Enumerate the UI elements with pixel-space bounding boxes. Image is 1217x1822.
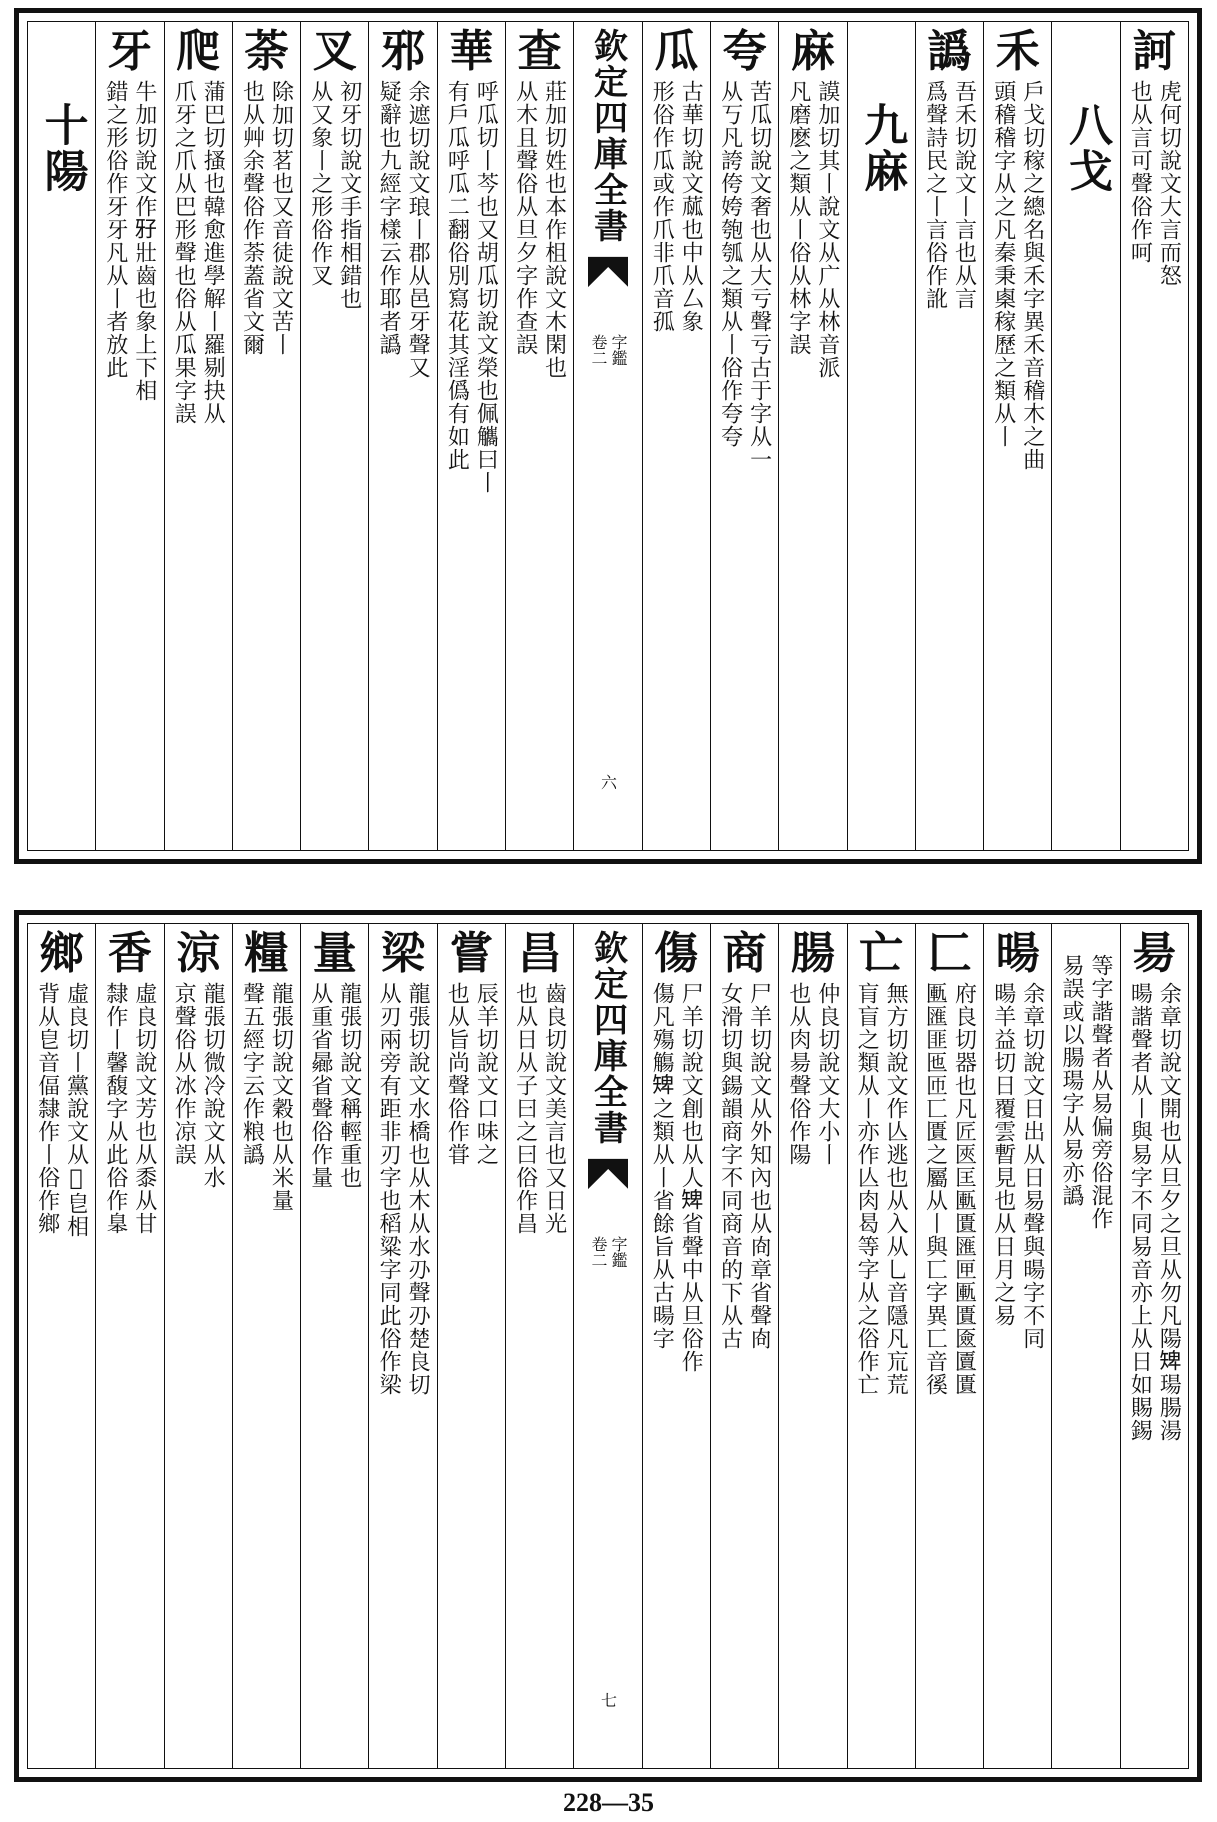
annotation-line: 也从言可聲俗作呵: [1127, 80, 1153, 264]
entry-annotation: [513, 982, 567, 1235]
entry-annotation: [171, 80, 225, 425]
annotation-line: 龍張切微冷說文从水: [200, 982, 226, 1189]
dictionary-entry: [505, 22, 573, 850]
page-number: 228—35: [563, 1788, 654, 1817]
entry-annotation: [308, 982, 362, 1189]
entry-head-character: 傷: [654, 928, 699, 979]
annotation-line: 等字諧聲者从易偏旁俗混作: [1088, 954, 1114, 1230]
entry-head-character: 亡: [859, 928, 904, 979]
entry-head-character: 麻: [790, 26, 835, 77]
dictionary-entry: [437, 924, 505, 1768]
entry-annotation: [513, 80, 567, 379]
entry-head-character: 嘗: [449, 928, 494, 979]
volume-label: [589, 334, 627, 366]
entry-annotation: [786, 982, 840, 1166]
annotation-line: 爲聲詩民之丨言俗作訛: [922, 80, 948, 310]
dictionary-entry: [642, 924, 710, 1768]
annotation-line: 府良切器也凡匠匧匡匭匱匯匣匭匱匳匵匱: [951, 982, 977, 1396]
annotation-line: 謨加切其丨說文从广从林音派: [814, 80, 840, 379]
dictionary-entry: [1051, 924, 1119, 1768]
entry-annotation: [35, 982, 89, 1238]
entry-head-character: 昜: [1132, 928, 1177, 979]
dictionary-entry: [983, 924, 1051, 1768]
dictionary-entry: [95, 22, 163, 850]
annotation-line: 牛加切說文作𤘅壯齒也象上下相: [131, 80, 157, 402]
annotation-line: 疑辭也九經字樣云作耶者譌: [376, 80, 402, 356]
entry-head-character: 禾: [995, 26, 1040, 77]
rhyme-section-column: [1051, 22, 1119, 850]
entry-annotation: [991, 982, 1045, 1350]
dictionary-entry: [710, 22, 778, 850]
annotation-line: 聲五經字云作粮譌: [239, 982, 265, 1166]
entry-annotation: [649, 80, 703, 333]
annotation-line: 莊加切姓也本作柤說文木閑也: [541, 80, 567, 379]
fishtail-mark-icon: [588, 250, 628, 294]
dictionary-entry: [95, 924, 163, 1768]
annotation-line: 京聲俗从冰作凉誤: [171, 982, 197, 1166]
center-fold-column: [573, 22, 641, 850]
entry-head-character: 瓜: [654, 26, 699, 77]
dictionary-entry: [232, 924, 300, 1768]
annotation-line: 爪牙之爪从巴形聲也俗从瓜果字誤: [171, 80, 197, 425]
fishtail-mark-icon: [588, 1152, 628, 1196]
entry-annotation: [239, 80, 293, 356]
entry-head-character: 叉: [312, 26, 357, 77]
entry-head-character: 鄉: [39, 928, 84, 979]
upper-page-columns: [27, 21, 1189, 851]
annotation-line: 龍張切說文穀也从米量: [268, 982, 294, 1212]
annotation-line: 匭匯匪匜匝匸匱之屬从丨與匸字異匸音徯: [922, 982, 948, 1396]
entry-head-character: 查: [517, 26, 562, 77]
entry-annotation: [922, 982, 976, 1396]
dictionary-entry: [28, 924, 95, 1768]
annotation-line: 錯之形俗作牙牙凡从丨者放此: [102, 80, 128, 379]
entry-head-character: 爬: [176, 26, 221, 77]
annotation-line: 背从皀音偪隸作丨俗作鄉: [34, 982, 60, 1235]
entry-head-character: 暘: [995, 928, 1040, 979]
annotation-line: 形俗作瓜或作爪非爪音孤: [649, 80, 675, 333]
volume-label-part: 卷二: [588, 334, 608, 366]
volume-label-part: 卷二: [588, 1236, 608, 1268]
entry-head-character: 涼: [176, 928, 221, 979]
lower-page: [14, 910, 1202, 1782]
annotation-line: 也从艸余聲俗作荼蓋省文爾: [239, 80, 265, 356]
entry-annotation: [376, 80, 430, 379]
annotation-line: 仲良切說文大小丨: [814, 982, 840, 1166]
annotation-line: 从丂凡誇侉姱匏瓠之類从丨俗作夸夸: [717, 80, 743, 448]
entry-head-character: 商: [722, 928, 767, 979]
dictionary-entry: [368, 924, 436, 1768]
rhyme-section-heading: 十陽: [36, 102, 88, 194]
rhyme-section-heading: 九麻: [856, 102, 908, 194]
annotation-line: 苦瓜切說文奢也从大亏聲亏古于字从一: [746, 80, 772, 471]
entry-annotation: [103, 982, 157, 1235]
entry-head-character: 量: [312, 928, 357, 979]
annotation-line: 除加切茗也又音徒說文苦丨: [268, 80, 294, 356]
annotation-line: 隸作丨馨馥字从此俗作𦤎: [102, 982, 128, 1235]
entry-head-character: 昌: [517, 928, 562, 979]
entry-head-character: 腸: [790, 928, 835, 979]
entry-head-character: 匚: [927, 928, 972, 979]
annotation-line: 从刃兩旁有距非刃字也稻粱字同此俗作梁: [376, 982, 402, 1396]
entry-head-character: 邪: [381, 26, 426, 77]
annotation-line: 余章切說文開也从旦夕之旦从勿凡陽𥏠瑒腸湯: [1156, 982, 1182, 1442]
dictionary-entry: [164, 924, 232, 1768]
annotation-line: 齒良切說文美言也又日光: [541, 982, 567, 1235]
annotation-line: 从又象丨之形俗作叉: [307, 80, 333, 287]
annotation-line: 从重省曏省聲俗作量: [307, 982, 333, 1189]
annotation-line: 凡磨麽之類从丨俗从林字誤: [785, 80, 811, 356]
volume-label-part: 字鑑: [608, 334, 628, 366]
entry-annotation: [1127, 80, 1181, 287]
entry-annotation: [718, 80, 772, 471]
entry-head-character: 梁: [381, 928, 426, 979]
entry-annotation: [171, 982, 225, 1189]
entry-annotation: [786, 80, 840, 379]
entry-head-character: 夸: [722, 26, 767, 77]
annotation-line: 也从旨尚聲俗作甞: [444, 982, 470, 1166]
annotation-line: 蒲巴切搔也韓愈進學解丨羅剔抉从: [200, 80, 226, 425]
annotation-line: 尸羊切說文从外知內也从㕯章省聲㕯: [746, 982, 772, 1350]
rhyme-section-column: [847, 22, 915, 850]
annotation-line: 女滑切與鍚韻商字不同商音的下从古: [717, 982, 743, 1350]
annotation-line: 暘諧聲者从丨與易字不同易音亦上从日如賜錫: [1127, 982, 1153, 1442]
annotation-line: 从木且聲俗从旦夕字作查誤: [512, 80, 538, 356]
entry-annotation: [239, 982, 293, 1212]
rhyme-section-heading: 八戈: [1061, 102, 1113, 194]
annotation-line: 吾禾切說文丨言也从言: [951, 80, 977, 310]
annotation-line: 古華切說文蓏也中从厶象: [678, 80, 704, 333]
volume-label-part: 字鑑: [608, 1236, 628, 1268]
dictionary-entry: [915, 22, 983, 850]
collection-title: 欽定四庫全書: [587, 28, 628, 244]
entry-head-character: 譌: [927, 26, 972, 77]
entry-annotation: [991, 80, 1045, 471]
entry-annotation: [376, 982, 430, 1396]
annotation-line: 有戶瓜呼瓜二翻俗別寫花其淫僞有如此: [444, 80, 470, 471]
dictionary-entry: [1120, 22, 1188, 850]
dictionary-entry: [778, 22, 846, 850]
dictionary-entry: [710, 924, 778, 1768]
dictionary-entry: [1120, 924, 1188, 1768]
annotation-line: 也从日从子曰之曰俗作昌: [512, 982, 538, 1235]
center-fold-column: [573, 924, 641, 1768]
entry-head-character: 訶: [1132, 26, 1177, 77]
dictionary-entry: [847, 924, 915, 1768]
annotation-line: 戶戈切稼之總名與禾字異禾音稽木之曲: [1019, 80, 1045, 471]
annotation-line: 龍張切說文水橋也从木从水刅聲刅楚良切: [405, 982, 431, 1396]
entry-head-character: 華: [449, 26, 494, 77]
dictionary-entry: [983, 22, 1051, 850]
entry-annotation: [718, 982, 772, 1350]
entry-annotation: [1059, 954, 1113, 1230]
dictionary-entry: [915, 924, 983, 1768]
annotation-line: 辰羊切說文口味之: [473, 982, 499, 1166]
annotation-line: 初牙切說文手指相錯也: [336, 80, 362, 310]
dictionary-entry: [505, 924, 573, 1768]
lower-page-columns: [27, 923, 1189, 1769]
dictionary-entry: [368, 22, 436, 850]
annotation-line: 無方切說文作亾逃也从入从乚音隱凡巟荒: [883, 982, 909, 1396]
annotation-line: 龍張切說文稱輕重也: [336, 982, 362, 1189]
annotation-line: 余章切說文日出从日易聲與暘字不同: [1019, 982, 1045, 1350]
upper-page: [14, 8, 1202, 864]
dictionary-entry: [300, 924, 368, 1768]
volume-label: [589, 1236, 627, 1268]
annotation-line: 虎何切說文大言而怒: [1156, 80, 1182, 287]
leaf-number: 七: [598, 1692, 618, 1708]
annotation-line: 也从肉昜聲俗作陽: [785, 982, 811, 1166]
entry-head-character: 荼: [244, 26, 289, 77]
annotation-line: 呼瓜切丨芩也又胡瓜切說文榮也佩觿曰丨: [473, 80, 499, 494]
entry-annotation: [854, 982, 908, 1396]
rhyme-section-column: [28, 22, 95, 850]
dictionary-entry: [778, 924, 846, 1768]
entry-head-character: 牙: [107, 26, 152, 77]
leaf-number: 六: [598, 774, 618, 790]
annotation-line: 余遮切說文琅丨郡从邑牙聲又: [405, 80, 431, 379]
annotation-line: 暘羊益切日覆雲暫見也从日月之易: [990, 982, 1016, 1327]
dictionary-entry: [642, 22, 710, 850]
dictionary-entry: [164, 22, 232, 850]
entry-annotation: [1127, 982, 1181, 1442]
annotation-line: 易誤或以腸瑒字从易亦譌: [1059, 954, 1085, 1207]
entry-annotation: [444, 982, 498, 1166]
entry-head-character: 香: [107, 928, 152, 979]
annotation-line: 傷凡殤觴𥏠之類从丨省餘旨从古暘字: [649, 982, 675, 1350]
annotation-line: 肓盲之類从丨亦作亾肉曷等字从之俗作亡: [854, 982, 880, 1396]
dictionary-entry: [232, 22, 300, 850]
annotation-line: 尸羊切說文創也从人𥏠省聲中从旦俗作: [678, 982, 704, 1373]
entry-annotation: [444, 80, 498, 494]
annotation-line: 虛良切丨黨說文从𨛜皀相: [63, 982, 89, 1238]
dictionary-entry: [437, 22, 505, 850]
entry-annotation: [103, 80, 157, 402]
entry-annotation: [922, 80, 976, 310]
dictionary-entry: [300, 22, 368, 850]
entry-head-character: 糧: [244, 928, 289, 979]
annotation-line: 虛良切說文芳也从黍从甘: [131, 982, 157, 1235]
entry-annotation: [308, 80, 362, 310]
entry-annotation: [649, 982, 703, 1373]
collection-title: 欽定四庫全書: [587, 930, 628, 1146]
annotation-line: 頭稽稽字从之凡秦秉㮚稼歷之類从丨: [990, 80, 1016, 448]
